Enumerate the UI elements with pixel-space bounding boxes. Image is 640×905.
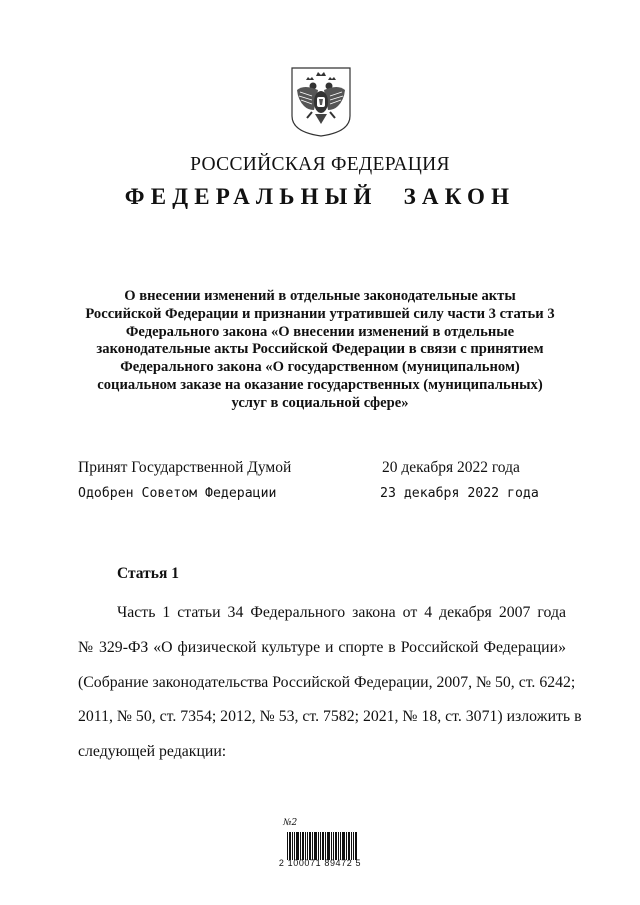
title-line: услуг в социальной сфере» — [231, 394, 409, 411]
body-line: № 329-ФЗ «О физической культуре и спорте в Российской Федерации» — [78, 638, 566, 656]
country-heading: РОССИЙСКАЯ ФЕДЕРАЦИЯ — [190, 154, 450, 175]
title-line: О внесении изменений в отдельные законодательные акты — [124, 288, 516, 304]
article-body — [78, 596, 582, 770]
duma-label: Принят Государственной Думой — [78, 459, 292, 476]
council-date: 23 декабря 2022 года — [380, 486, 539, 501]
barcode-number: 2 100071 89472 5 — [278, 858, 362, 868]
title-line: законодательные акты Российской Федерации в связи с принятием — [96, 341, 544, 358]
title-line: социальном заказе на оказание государственных (муниципальных) — [97, 376, 543, 393]
duma-adoption-row — [78, 459, 568, 477]
duma-date: 20 декабря 2022 года — [382, 459, 520, 476]
article-heading: Статья 1 — [117, 565, 179, 582]
title-line: Федерального закона «О внесении изменений в отдельные — [125, 323, 515, 340]
body-line: Часть 1 статьи 34 Федерального закона от 4 декабря 2007 года — [117, 604, 566, 621]
document-type-heading: ФЕДЕРАЛЬНЫЙ ЗАКОН — [124, 184, 516, 209]
title-line: Российской Федерации и признании утратившей силу части 3 статьи 3 — [85, 305, 555, 322]
title-line: Федерального закона «О государственном (муниципальном) — [120, 359, 520, 376]
council-label: Одобрен Советом Федерации — [78, 486, 277, 501]
council-approval-row — [78, 486, 568, 501]
body-line: (Собрание законодательства Российской Федерации, 2007, № 50, ст. 6242; — [78, 673, 576, 691]
law-title — [60, 288, 580, 413]
body-line: следующей редакции: — [78, 743, 227, 761]
handwritten-initials: №2 — [283, 818, 298, 828]
coat-of-arms-icon — [290, 66, 352, 138]
body-line: 2011, № 50, ст. 7354; 2012, № 53, ст. 7582; 2021, № 18, ст. 3071) изложить в — [78, 708, 582, 726]
